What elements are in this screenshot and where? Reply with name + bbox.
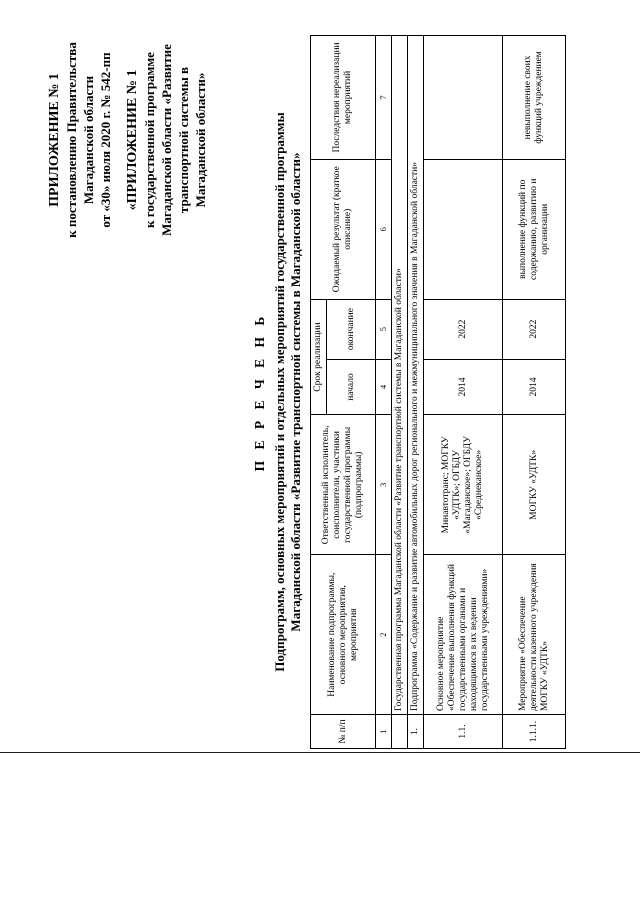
table-row: [424, 36, 503, 749]
row-result: выполнение функций по содержанию, развитию и организации: [503, 159, 566, 299]
col-number: 1: [376, 715, 392, 749]
col-number: 5: [376, 299, 392, 359]
row-end: 2022: [503, 299, 566, 359]
appendix-title: ПРИЛОЖЕНИЕ № 1: [47, 73, 62, 207]
appendix-header: [46, 36, 209, 244]
column-numbers-row: [376, 36, 392, 749]
col-number: 6: [376, 159, 392, 299]
header-term: Срок реализации: [311, 299, 327, 415]
row-result: [424, 159, 503, 299]
program-title: Государственная программа Магаданской области «Развитие транспортной системы в Магаданской области»: [392, 36, 408, 715]
header-start: начало: [327, 359, 376, 415]
row-start: 2014: [424, 359, 503, 415]
row-executor: МОГКУ «УДТК»: [503, 415, 566, 555]
col-number: 4: [376, 359, 392, 415]
header-name: Наименование подпрограммы, основного мероприятия, мероприятия: [311, 555, 376, 715]
row-end: 2022: [424, 299, 503, 359]
col-number: 3: [376, 415, 392, 555]
row-num: 1.1.: [424, 715, 503, 749]
row-consequences: невыполнение своих функций учреждением: [503, 36, 566, 160]
col-number: 7: [376, 36, 392, 160]
header-end: окончание: [327, 299, 376, 359]
subprogram-num: 1.: [408, 715, 424, 749]
row-start: 2014: [503, 359, 566, 415]
row-name: Мероприятие «Обеспечение деятельности казенного учреждения МОГКУ «УДТК»: [503, 555, 566, 715]
row-name: Основное мероприятие «Обеспечение выполнения функций государственными органами и находящимися в их ведении государственными учреждениями»: [424, 555, 503, 715]
row-executor: Минавтотранс; МОГКУ «УДТК»; ОГБДУ «Магаданское»; ОГБДУ «Среднеканское»: [424, 415, 503, 555]
subprogram-title: Подпрограмма «Содержание и развитие автомобильных дорог регионального и межмуниципального значения в Магаданской области»: [408, 36, 424, 715]
header-result: Ожидаемый результат (краткое описание): [311, 159, 376, 299]
header-executor: Ответственный исполнитель, соисполнители, участники государственной программы (подпрограммы): [311, 415, 376, 555]
program-row: [392, 36, 408, 749]
header-num: № п/п: [311, 715, 376, 749]
appendix-program-ref: к государственной программе Магаданской области «Развитие транспортной системы в Магаданской области»: [142, 44, 208, 236]
row-num: 1.1.1.: [503, 715, 566, 749]
scan-edge-line: [0, 752, 640, 753]
col-number: 2: [376, 555, 392, 715]
subprogram-row: [408, 36, 424, 749]
table-row: [503, 36, 566, 749]
rotated-document: [40, 32, 580, 752]
appendix-title-2: «ПРИЛОЖЕНИЕ № 1: [125, 69, 140, 211]
row-consequences: [424, 36, 503, 160]
table-header-row: [311, 36, 327, 749]
appendix-decree-ref: к постановлению Правительства Магаданской области: [64, 42, 96, 238]
header-consequences: Последствия нереализации мероприятий: [311, 36, 376, 160]
document-title: П Е Р Е Ч Е Н Ь: [252, 312, 267, 472]
measures-table: [310, 35, 566, 749]
document-subtitle: Подпрограмм, основных мероприятий и отдельных мероприятий государственной программы Магаданской области «Развитие транспортной системы в Магаданской области»: [272, 112, 303, 672]
appendix-decree-date: от «30» июля 2020 г. № 542-пп: [98, 52, 113, 228]
